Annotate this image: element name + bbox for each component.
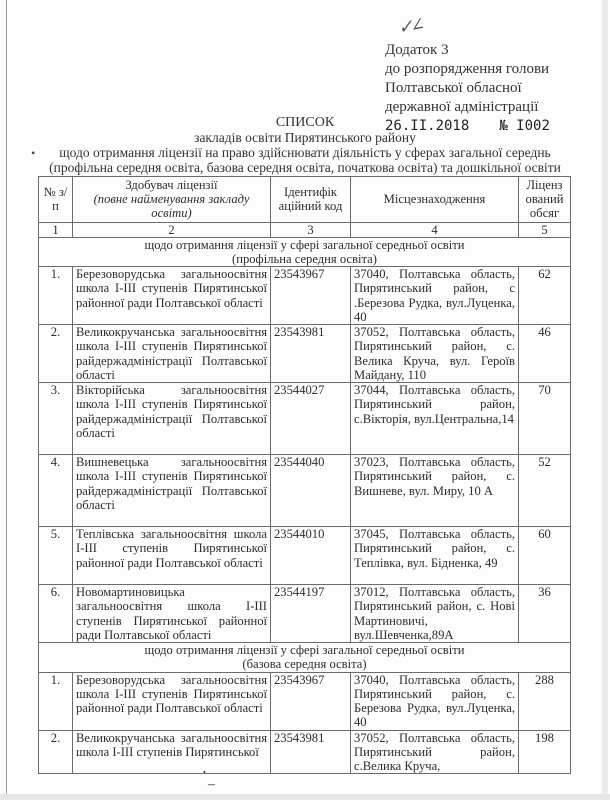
table-row — [39, 527, 571, 585]
institutions-table — [38, 176, 571, 774]
institution-code: 23544197 — [271, 585, 351, 643]
row-number: 1. — [39, 267, 73, 325]
section-title — [39, 643, 571, 672]
row-number: 2. — [39, 325, 73, 383]
header-name — [73, 177, 271, 223]
table-row — [39, 325, 571, 383]
handwritten-signature: ✓∠ — [396, 14, 424, 38]
institution-name: Великокручанська загальноосвітня школа І-ІІІ ступенів Пирятинської — [73, 730, 271, 774]
page-bottom-edge — [0, 794, 610, 800]
institution-name: Великокручанська загальноосвітня школа І-ІІІ ступенів Пирятинської райдержадміністрації Полтавської області — [73, 325, 271, 383]
table-row — [39, 672, 571, 730]
header-name-note: (повне найменування закладу освіти) — [93, 192, 250, 221]
institution-address: 37052, Полтавська область, Пирятинський район, с.Велика Круча, — [351, 730, 519, 774]
licensed-volume: 198 — [519, 730, 571, 774]
institution-address: 37012, Полтавська область, Пирятинський район, с. Нові Мартиновичі, вул.Шевченка,89А — [351, 585, 519, 643]
column-number: 1 — [39, 222, 73, 237]
institution-name: Вишневецька загальноосвітня школа І-ІІІ ступенів Пирятинської райдержадміністрації Полтавської області — [73, 455, 271, 527]
section-title-line: (базова середня освіта) — [242, 657, 367, 672]
table-row — [39, 267, 571, 325]
institution-address: 37040, Полтавська область, Пирятинський район, с .Березова Рудка, вул.Луценка, 40 — [351, 267, 519, 325]
appendix-line: Полтавської обласної — [385, 80, 522, 96]
institution-name: Вікторійська загальноосвітня школа І-ІІІ ступенів Пирятинської райдержадміністрації Полтавської області — [73, 383, 271, 455]
document-title: СПИСОК — [275, 115, 335, 130]
column-number-row — [39, 222, 571, 237]
row-number: 2. — [39, 730, 73, 774]
header-num: № з/п — [39, 177, 73, 223]
licensed-volume: 46 — [519, 325, 571, 383]
row-number: 6. — [39, 585, 73, 643]
scan-speck: • — [203, 768, 206, 777]
licensed-volume: 288 — [519, 672, 571, 730]
institution-address: 37044, Полтавська область, Пирятинський район, с.Вікторія, вул.Центральна,14 — [351, 383, 519, 455]
row-number: 5. — [39, 527, 73, 585]
document-subtitle-line: щодо отримання ліцензії на право здійснювати діяльність у сферах загальної середнь — [59, 145, 551, 160]
row-number: 3. — [39, 383, 73, 455]
column-number: 4 — [351, 222, 519, 237]
institution-code: 23544040 — [271, 455, 351, 527]
institution-code: 23543981 — [271, 325, 351, 383]
section-header-row — [39, 643, 571, 672]
table-header-row — [39, 177, 571, 223]
institution-code: 23544027 — [271, 383, 351, 455]
licensed-volume: 60 — [519, 527, 571, 585]
section-title-line: щодо отримання ліцензії у сфері загальної середньої освіти — [144, 237, 465, 252]
institution-name: Теплівська загальноосвітня школа І-ІІІ ступенів Пирятинської районної ради Полтавської області — [73, 527, 271, 585]
institution-name: Березоворудська загальноосвітня школа І-ІІІ ступенів Пирятинської районної ради Полтавської області — [73, 672, 271, 730]
section-title-line: (профільна середня освіта) — [232, 252, 377, 267]
margin-mark: • — [31, 146, 36, 160]
appendix-line: до розпорядження голови — [385, 61, 550, 77]
section-title — [39, 237, 571, 266]
appendix-line: державної адміністрації — [385, 99, 539, 115]
institution-code: 23543967 — [271, 672, 351, 730]
institution-code: 23543967 — [271, 267, 351, 325]
header-location: Місцезнаходження — [351, 177, 519, 223]
section-header-row — [39, 237, 571, 266]
pen-mark: ‒ — [208, 777, 215, 792]
table-row — [39, 585, 571, 643]
document-subtitle-line: (профільна середня освіта, базова середня освіта, початкова освіта) та дошкільної освіти — [49, 160, 561, 175]
column-number: 3 — [271, 222, 351, 237]
table-row — [39, 455, 571, 527]
row-number: 4. — [39, 455, 73, 527]
table-row — [39, 383, 571, 455]
institution-name: Новомартиновицька загальноосвітня школа І-ІІІ ступенів Пирятинської районної ради Полтавської області — [73, 585, 271, 643]
header-volume: Ліценз ований обсяг — [519, 177, 571, 223]
column-number: 2 — [73, 222, 271, 237]
stamp-date: 26.II.2018 — [385, 118, 470, 134]
section-title-line: щодо отримання ліцензії у сфері загальної середньої освіти — [144, 643, 465, 658]
licensed-volume: 62 — [519, 267, 571, 325]
institution-name: Березоворудська загальноосвітня школа І-ІІІ ступенів Пирятинської районної ради Полтавської області — [73, 267, 271, 325]
document-subtitle: закладів освіти Пирятинського району — [194, 130, 416, 145]
column-number: 5 — [519, 222, 571, 237]
table-row — [39, 730, 571, 774]
institution-code: 23543981 — [271, 730, 351, 774]
licensed-volume: 52 — [519, 455, 571, 527]
institution-address: 37023, Полтавська область, Пирятинський район, с. Вишневе, вул. Миру, 10 А — [351, 455, 519, 527]
stamp-number: № I002 — [499, 118, 550, 134]
header-code: Ідентифік аційний код — [271, 177, 351, 223]
institution-address: 37045, Полтавська область, Пирятинський район, с. Теплівка, вул. Бідненка, 49 — [351, 527, 519, 585]
licensed-volume: 70 — [519, 383, 571, 455]
institution-code: 23544010 — [271, 527, 351, 585]
row-number: 1. — [39, 672, 73, 730]
institution-address: 37052, Полтавська область, Пирятинський район, с. Велика Круча, вул. Героїв Майдану, 110 — [351, 325, 519, 383]
licensed-volume: 36 — [519, 585, 571, 643]
header-name-main: Здобувач ліцензії — [125, 178, 218, 192]
appendix-line: Додаток 3 — [385, 42, 449, 58]
institution-address: 37040, Полтавська область, Пирятинський район, с. Березова Рудка, вул.Луценка, 40 — [351, 672, 519, 730]
